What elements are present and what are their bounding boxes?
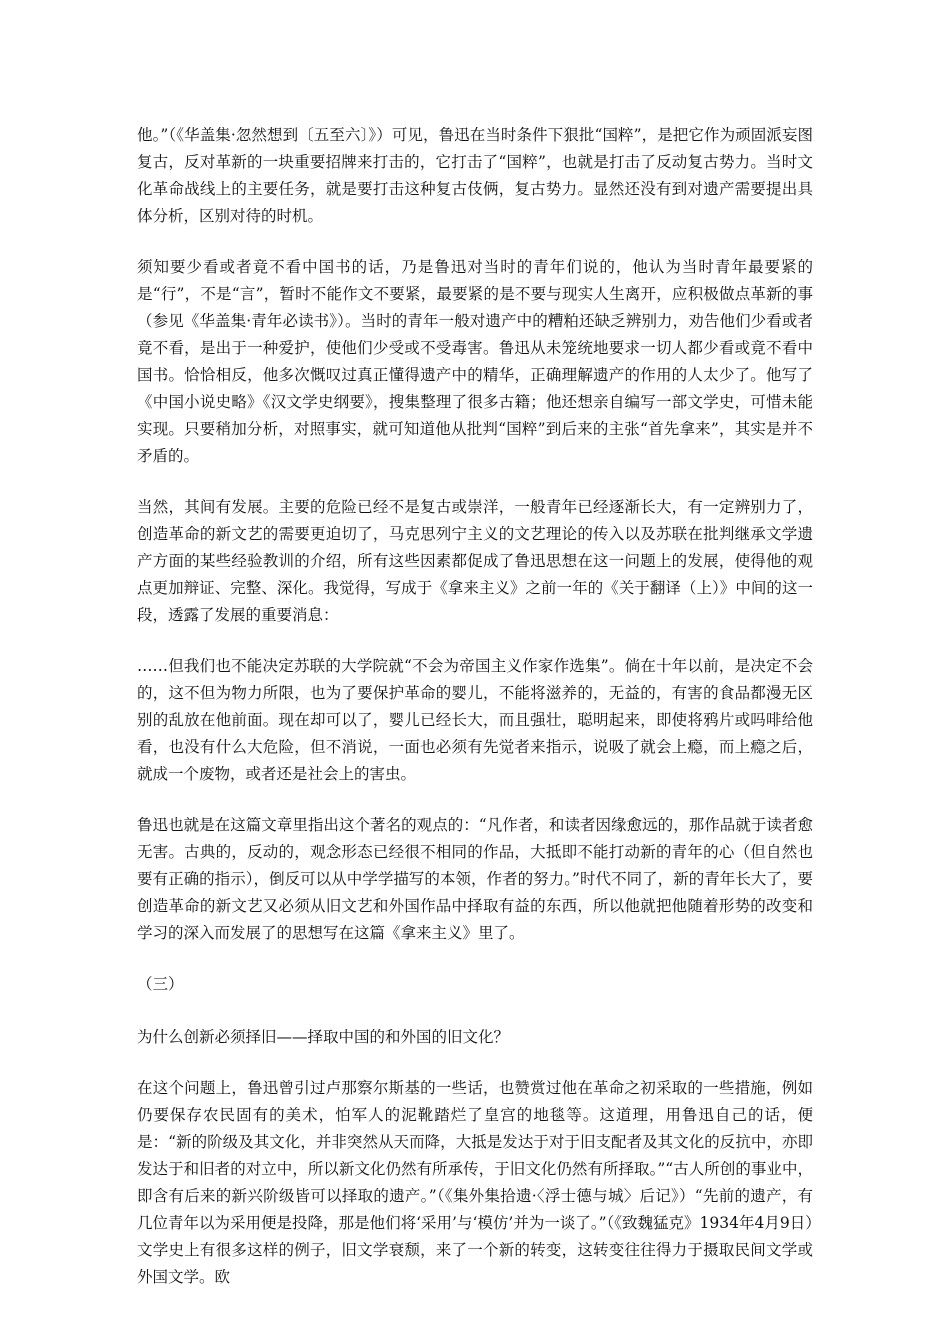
paragraph-translation-quote: ……但我们也不能决定苏联的大学院就“不会为帝国主义作家作选集”。倘在十年以前，是决定不会的，这不但为物力所限，也为了要保护革命的婴儿，不能将滋养的，无益的，有害的食品都漫无区别的乱放在他前面。现在却可以了，婴儿已经长大，而且强壮，聪明起来，即使将鸦片或吗啡给他看，也没有什么大危险，但不消说，一面也必须有先觉者来指示，说吸了就会上瘾，而上瘾之后，就成一个废物，或者还是社会上的害虫。 (137, 657, 813, 783)
paragraph-famous-view: 鲁迅也就是在这篇文章里指出这个著名的观点的：“凡作者，和读者因缘愈远的，那作品就于读者愈无害。古典的，反动的，观念形态已经很不相同的作品，大抵即不能打动新的青年的心（但自然也要有正确的指示），倒反可以从中学学描写的本领，作者的努力。”时代不同了，新的青年长大了，要创造革命的新文艺又必须从旧文艺和外国作品中择取有益的东西，所以他就把他随着形势的改变和学习的深入而发展了的思想写在这篇《拿来主义》里了。 (137, 816, 813, 942)
paragraph-guocui-critique: 他。”（《华盖集·忽然想到〔五至六〕》）可见，鲁迅在当时条件下狠批“国粹”，是把它作为顽固派妄图复古，反对革新的一块重要招牌来打击的，它打击了“国粹”，也就是打击了反动复古势力。当时文化革命战线上的主要任务，就是要打击这种复古伎俩，复古势力。显然还没有到对遗产需要提出具体分析，区别对待的时机。 (137, 126, 813, 225)
document-body (137, 122, 813, 1315)
section-number-heading: （三） (137, 975, 184, 993)
section-question-heading: 为什么创新必须择旧——择取中国的和外国的旧文化？ (137, 1028, 510, 1046)
paragraph-development: 当然，其间有发展。主要的危险已经不是复古或崇洋，一般青年已经逐渐长大，有一定辨别力了，创造革命的新文艺的需要更迫切了，马克思列宁主义的文艺理论的传入以及苏联在批判继承文学遗产方面的某些经验教训的介绍，所有这些因素都促成了鲁迅思想在这一问题上的发展，使得他的观点更加辩证、完整、深化。我觉得，写成于《拿来主义》之前一年的《关于翻译（上）》中间的这一段，透露了发展的重要消息： (137, 498, 813, 624)
paragraph-new-culture: 在这个问题上，鲁迅曾引过卢那察尔斯基的一些话，也赞赏过他在革命之初采取的一些措施，例如仍要保存农民固有的美术，怕军人的泥靴踏烂了皇宫的地毯等。这道理，用鲁迅自己的话，便是：“新的阶级及其文化，并非突然从天而降，大抵是发达于对于旧支配者及其文化的反抗中，亦即发达于和旧者的对立中，所以新文化仍然有所承传，于旧文化仍然有所择取。”“古人所创的事业中，即含有后来的新兴阶级皆可以择取的遗产。”（《集外集拾遗·〈浮士德与城〉后记》）“先前的遗产，有几位青年以为采用便是投降，那是他们将‘采用’与‘模仿’并为一谈了。”（《致魏猛克》1934年4月9日）文学史上有很多这样的例子，旧文学衰颓，来了一个新的转变，这转变往往得力于摄取民间文学或外国文学。欧 (137, 1079, 813, 1286)
paragraph-reading-advice: 须知要少看或者竟不看中国书的话，乃是鲁迅对当时的青年们说的，他认为当时青年最要紧的是“行”，不是“言”，暂时不能作文不要紧，最要紧的是不要与现实人生离开，应积极做点革新的事（参见《华盖集·青年必读书》）。当时的青年一般对遗产中的糟粕还缺乏辨别力，劝告他们少看或者竟不看，是出于一种爱护，使他们少受或不受毒害。鲁迅从未笼统地要求一切人都少看或竟不看中国书。恰恰相反，他多次慨叹过真正懂得遗产中的精华，正确理解遗产的作用的人太少了。他写了《中国小说史略》《汉文学史纲要》，搜集整理了很多古籍；他还想亲自编写一部文学史，可惜未能实现。只要稍加分析，对照事实，就可知道他从批判“国粹”到后来的主张“首先拿来”，其实是并不矛盾的。 (137, 258, 813, 465)
